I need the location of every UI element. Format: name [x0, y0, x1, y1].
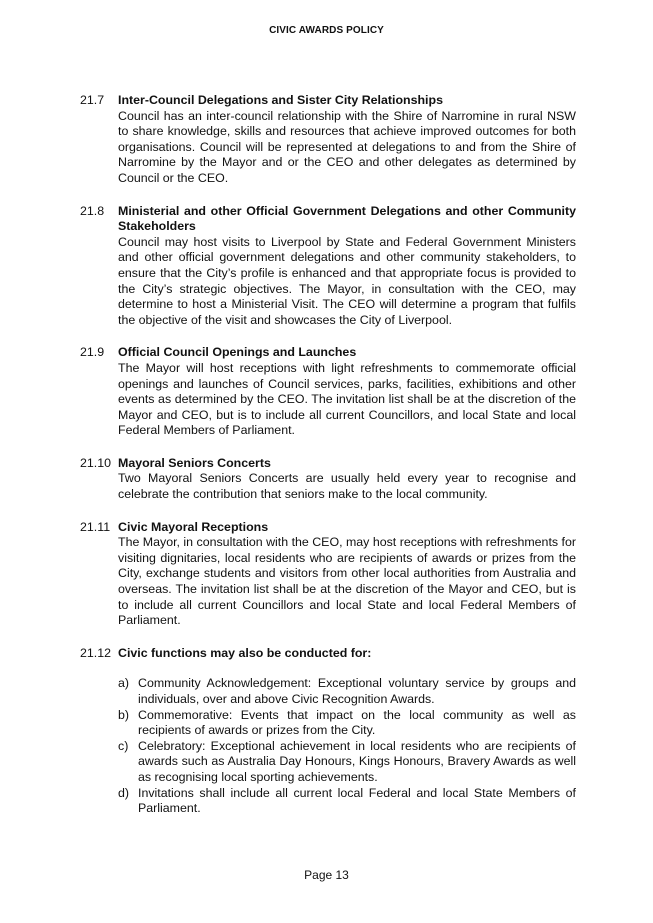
section-21-11 [80, 520, 576, 629]
list-item [118, 739, 576, 786]
section-21-9 [80, 345, 576, 439]
list-item-text: Celebratory: Exceptional achievement in local residents who are recipients of awards such as Australia Day Honours, Kings Honours, Bravery Awards as well as recognising local sporting achievements. [138, 738, 576, 784]
list-item-text: Invitations shall include all current local Federal and local State Members of Parliament. [138, 785, 576, 816]
section-heading: Civic functions may also be conducted for: [118, 645, 372, 660]
list-marker: a) [118, 676, 130, 691]
section-text: The Mayor will host receptions with light refreshments to commemorate official openings and launches of Council services, parks, facilities, exhibitions and other events as determined by the CEO. The invitation list shall be at the discretion of the Mayor and CEO, but is to include all current Councillors, and local State and local Federal Members of Parliament. [118, 360, 576, 438]
document-body [80, 93, 576, 834]
section-number: 21.12 [80, 645, 112, 660]
section-heading: Ministerial and other Official Government Delegations and other Community Stakeholders [118, 203, 576, 234]
section-number: 21.10 [80, 455, 112, 470]
section-number: 21.7 [80, 93, 105, 107]
list-item [118, 786, 576, 817]
list-marker: d) [118, 785, 130, 800]
list-item-text: Commemorative: Events that impact on the local community as well as recipients of awards or prizes from the City. [138, 707, 576, 738]
section-21-10 [80, 456, 576, 503]
list-marker: b) [118, 707, 130, 722]
section-text: Two Mayoral Seniors Concerts are usually held every year to recognise and celebrate the contribution that seniors make to the local community. [118, 471, 576, 502]
section-21-12 [80, 646, 576, 817]
section-21-8 [80, 204, 576, 329]
section-heading: Civic Mayoral Receptions [118, 519, 269, 534]
section-heading: Mayoral Seniors Concerts [118, 455, 271, 470]
section-number: 21.9 [80, 345, 105, 360]
list-item-text: Community Acknowledgement: Exceptional voluntary service by groups and individuals, over and above Civic Recognition Awards. [138, 676, 576, 706]
page-header-title: CIVIC AWARDS POLICY [269, 25, 384, 36]
page-number: Page 13 [304, 868, 349, 882]
section-heading: Official Council Openings and Launches [118, 345, 357, 360]
section-21-7 [80, 93, 576, 187]
section-text: The Mayor, in consultation with the CEO, may host receptions with refreshments for visiting dignitaries, local residents who are recipients of awards or prizes from the City, exchange students and visitors from other local authorities from Australia and overseas. The invitation list shall be at the discretion of the Mayor and CEO, but is to include all current Councillors and local State and local Federal Members of Parliament. [118, 535, 576, 628]
list-item [118, 708, 576, 739]
civic-functions-list [118, 676, 576, 816]
section-number: 21.11 [80, 519, 111, 534]
list-item [118, 676, 576, 707]
section-heading: Inter-Council Delegations and Sister City Relationships [118, 93, 443, 107]
section-number: 21.8 [80, 203, 105, 218]
section-text: Council has an inter-council relationship with the Shire of Narromine in rural NSW to share knowledge, skills and resources that achieve improved outcomes for both organisations. Council will be represented at delegations to and from the Shire of Narromine by the Mayor and or the CEO and other delegates as determined by Council or the CEO. [118, 108, 576, 185]
section-text: Council may host visits to Liverpool by State and Federal Government Ministers and other official government delegations and other community stakeholders, to ensure that the City’s profile is enhanced and that appropriate focus is provided to the City’s strategic objectives. The Mayor, in consultation with the CEO, may determine to host a Ministerial Visit. The CEO will determine a program that fulfils the objective of the visit and showcases the City of Liverpool. [118, 234, 576, 327]
list-marker: c) [118, 738, 129, 753]
